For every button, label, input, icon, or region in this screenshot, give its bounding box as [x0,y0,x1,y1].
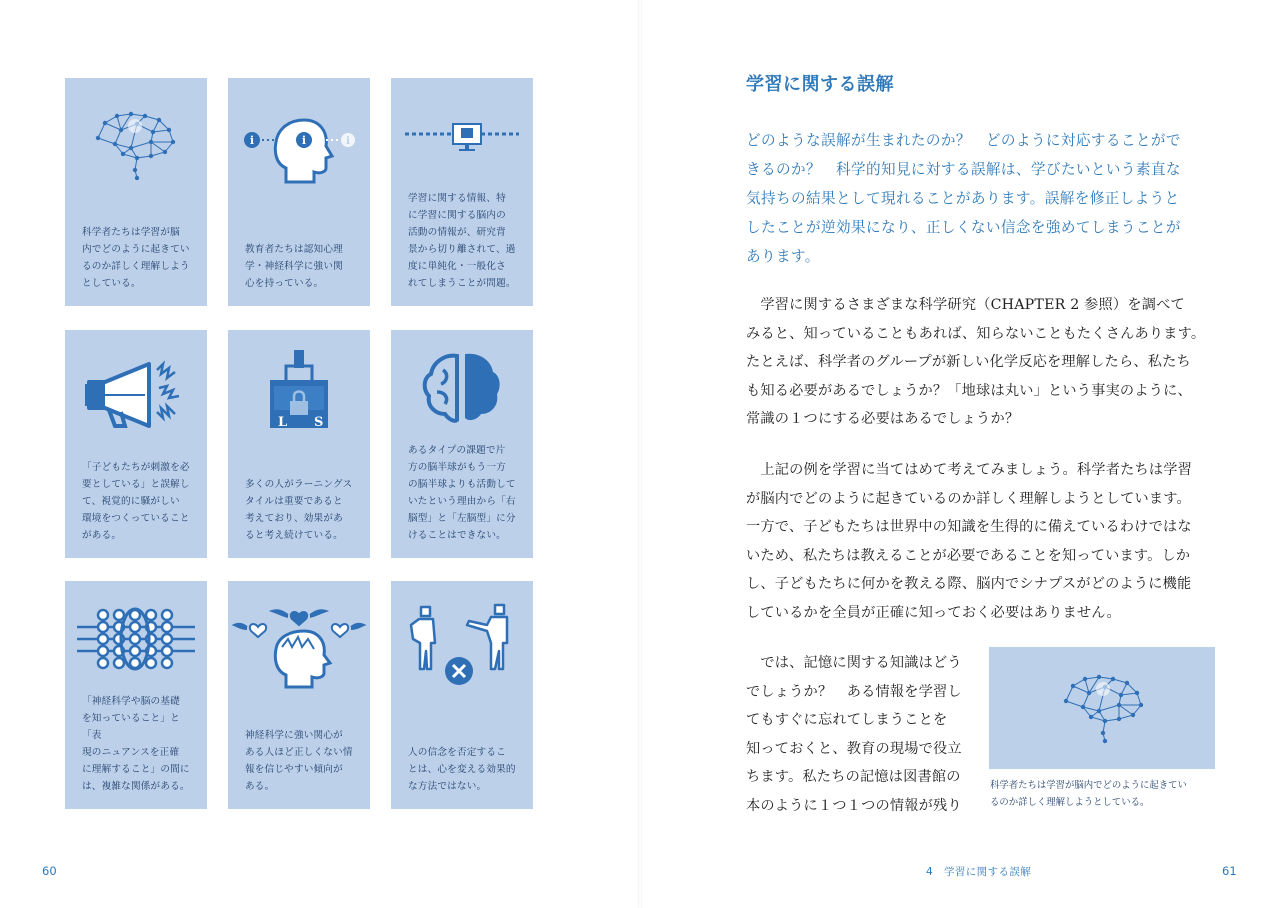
svg-text:i: i [346,136,350,147]
megaphone-icon [65,330,207,448]
head-winged-hearts-icon [228,581,370,699]
monitor-dotted-line-icon [391,78,533,196]
card-caption: 人の信念を否定するこ とは、心を変える効果的 な方法ではない。 [408,747,516,792]
body-paragraph-2: 上記の例を学習に当てはめて考えてみましょう。科学者たちは学習 が脳内でどのように起きているのか詳しく理解しようとしています。 一方で、子どもたちは世界中の知識を生得的に備えているわけではな いため、私たちは教えることが必要であることを知っています。しか し、子どもたちに何かを教える際、脳内でシナプスがどのように機能 しているかを全員が正確に知っておく必要はありません。 [746,462,1193,621]
card-caption: 学習に関する情報、特 に学習に関する脳内の 活動の情報が、研究背 景から切り離されて、過 度に単純化・一般化さ れてしまうことが問題。 [408,193,516,289]
connected-circles-icon [65,581,207,699]
card-caption: 科学者たちは学習が脳 内でどのように起きてい るのか詳しく理解しよう としている。 [82,227,190,289]
card-monitor [391,78,533,306]
card-brain-network [65,78,207,306]
two-people-x-icon [391,581,533,699]
brain-network-icon [65,78,207,196]
card-head-hearts [228,581,370,809]
card-head-information [228,78,370,306]
card-caption: 「神経科学や脳の基礎 を知っていること」と「表 現のニュアンスを正確 に理解すること」の間に は、複雑な関係がある。 [82,696,190,792]
locked-briefcase-icon [228,330,370,448]
page-number-right: 61 [1222,864,1237,878]
split-brain-icon [391,330,533,448]
card-caption: あるタイプの課題で片 方の脳半球がもう一方 の脳半球よりも活動して いたという理由から「右 脳型」と「左脳型」に分 けることはできない。 [408,445,516,541]
card-connected-circles [65,581,207,809]
running-head: 4 学習に関する誤解 [926,866,1032,878]
card-caption: 神経科学に強い関心が ある人ほど正しくない情 報を信じやすい傾向が ある。 [245,730,353,792]
body-paragraph-3: では、記憶に関する知識はどう でしょうか？ ある情報を学習し てもすぐに忘れてしまうことを 知っておくと、教育の現場で役立 ちます。私たちの記憶は図書館の 本のように１つ１つの情報が残り [746,655,962,814]
body-paragraph-1: 学習に関するさまざまな科学研究（CHAPTER 2 参照）を調べて みると、知っていることもあれば、知らないこともたくさんあります。 たとえば、科学者のグループが新しい化学反応を理解したら、私たち も知る必要があるでしょうか？「地球は丸い」という事実のように、 常識の１つにする必要はあるでしょうか？ [746,297,1206,427]
card-caption: 「子どもたちが刺激を必 要としている」と誤解し て、視覚的に騒がしい 環境をつくっていること がある。 [82,462,190,541]
intro-paragraph: どのような誤解が生まれたのか？ どのように対応することがで きるのか？ 科学的知見に対する誤解は、学びたいという素直な 気持ちの結果として現れることがあります。誤解を修正しようと したことが逆効果になり、正しくない信念を強めてしまうことが あります。 [746,132,1181,265]
svg-text:i: i [249,134,255,147]
page-gutter [638,0,642,908]
svg-text:i: i [301,134,307,147]
card-briefcase [228,330,370,558]
head-information-icon [228,78,370,196]
section-heading: 学習に関する誤解 [746,74,894,95]
svg-text:S: S [314,415,324,430]
card-megaphone [65,330,207,558]
card-split-brain [391,330,533,558]
card-caption: 多くの人がラーニングス タイルは重要であると 考えており、効果があ ると考え続けている。 [245,479,353,541]
page-number-left: 60 [42,864,57,878]
figure-brain-network [989,647,1215,769]
figure-caption: 科学者たちは学習が脳内でどのように起きてい るのか詳しく理解しようとしている。 [990,780,1187,808]
svg-text:L: L [278,415,288,430]
brain-network-icon [989,647,1215,769]
card-caption: 教育者たちは認知心理 学・神経科学に強い関 心を持っている。 [245,244,343,289]
card-two-people [391,581,533,809]
